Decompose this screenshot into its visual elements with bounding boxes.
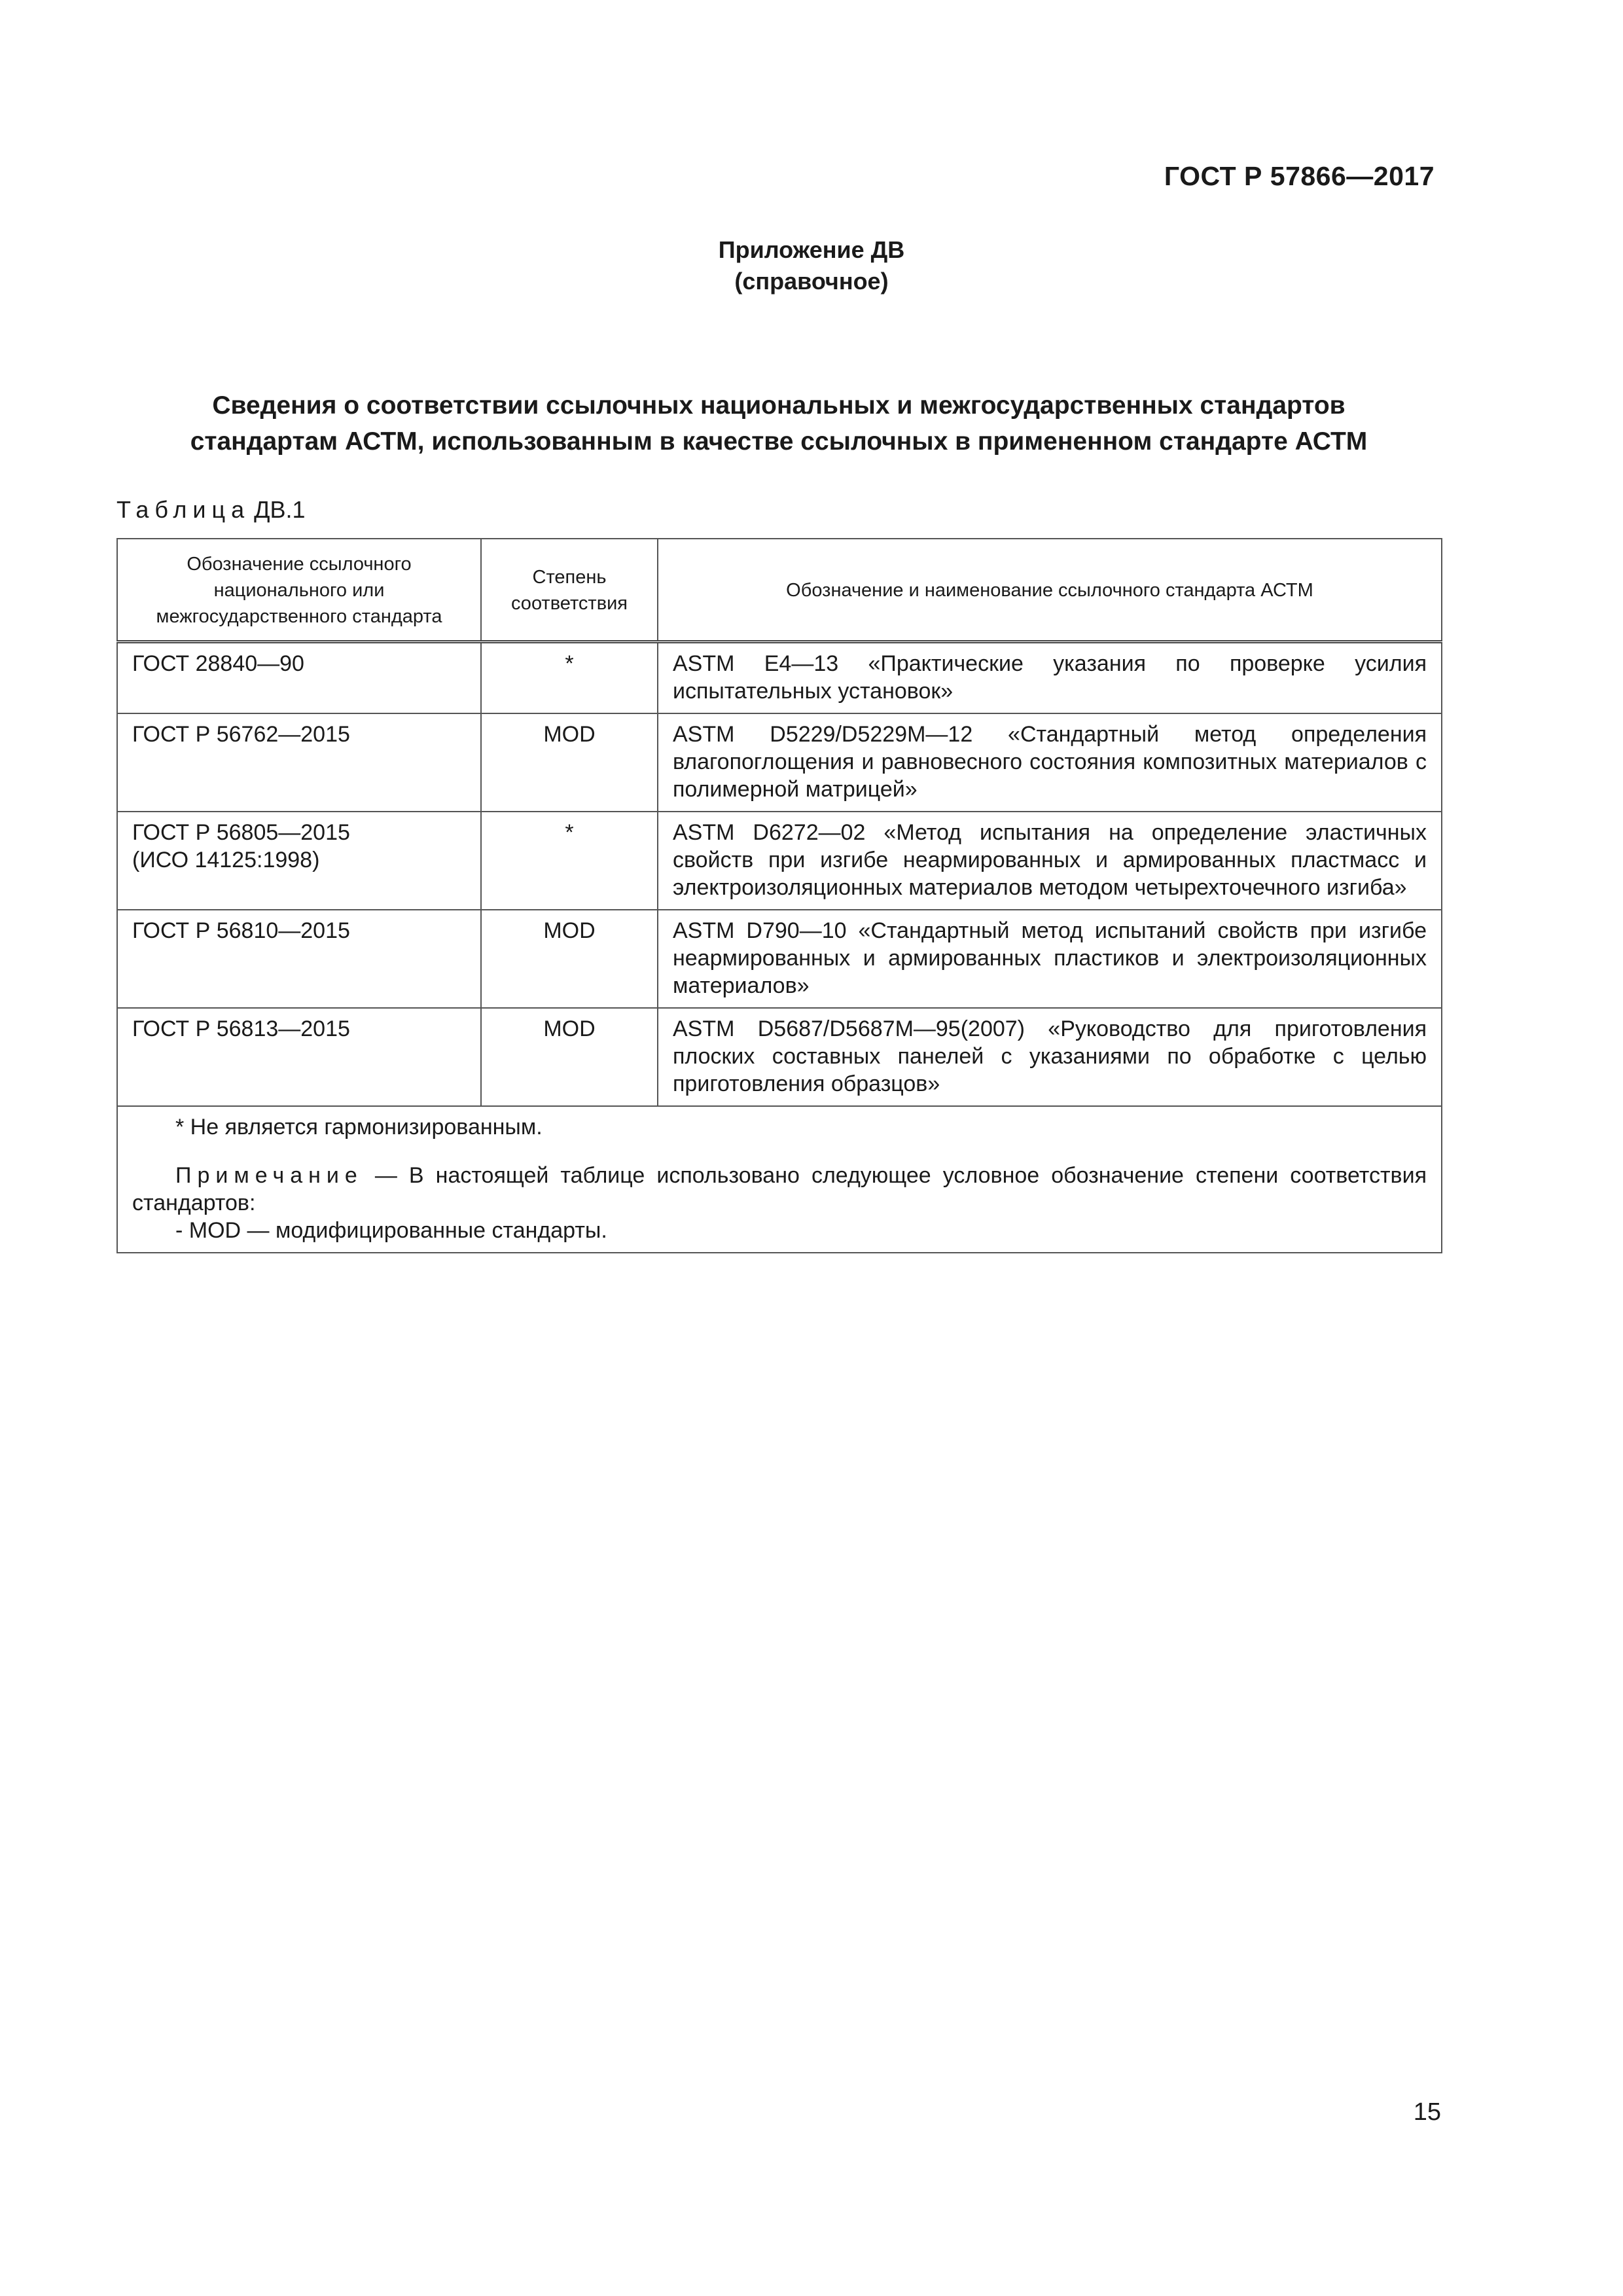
- cell-designation: [117, 1008, 481, 1106]
- table-caption-word: Таблица: [116, 496, 251, 523]
- table-footer: [117, 1106, 1442, 1253]
- cell-designation: [117, 713, 481, 812]
- cell-degree: MOD: [481, 713, 658, 812]
- cell-designation: [117, 642, 481, 714]
- table-row: [117, 713, 1442, 812]
- table-row: [117, 642, 1442, 714]
- designation-line: ГОСТ 28840—90: [132, 651, 304, 676]
- designation-line: ГОСТ Р 56762—2015: [132, 722, 350, 747]
- footnote: * Не является гармонизированным.: [175, 1115, 543, 1139]
- page-number: 15: [1413, 2098, 1441, 2126]
- header-astm: Обозначение и наименование ссылочного стандарта АСТМ: [658, 539, 1442, 642]
- cell-astm: ASTM E4—13 «Практические указания по проверке усилия испытательных установок»: [658, 642, 1442, 714]
- note-word: Примечание: [175, 1163, 363, 1188]
- table-row: [117, 812, 1442, 910]
- header-degree: Степень соответствия: [481, 539, 658, 642]
- note-item: - MOD — модифицированные стандарты.: [175, 1218, 607, 1243]
- appendix-title: Приложение ДВ: [718, 236, 905, 263]
- table-note: [132, 1162, 1427, 1217]
- note-text: — В настоящей таблице использовано следующее условное обозначение степени соответствия стандартов:: [132, 1163, 1427, 1215]
- table-row: [117, 1008, 1442, 1106]
- cell-designation: [117, 910, 481, 1008]
- table-header-row: [117, 539, 1442, 642]
- table-caption-number: ДВ.1: [254, 496, 306, 523]
- cell-astm: ASTM D5687/D5687M—95(2007) «Руководство для приготовления плоских составных панелей с указаниями по обработке с целью приготовления образцов»: [658, 1008, 1442, 1106]
- cell-degree: *: [481, 812, 658, 910]
- cell-astm: ASTM D790—10 «Стандартный метод испытаний свойств при изгибе неармированных и армированных пластиков и электроизоляционных материалов»: [658, 910, 1442, 1008]
- cell-degree: *: [481, 642, 658, 714]
- designation-line: ГОСТ Р 56810—2015: [132, 918, 350, 943]
- table-caption: [116, 496, 306, 524]
- table-row: [117, 910, 1442, 1008]
- section-title: [111, 387, 1446, 459]
- table-footer-row: [117, 1106, 1442, 1253]
- appendix-subtitle: (справочное): [734, 268, 889, 295]
- standards-correspondence-table: [116, 538, 1442, 1253]
- cell-astm: ASTM D5229/D5229M—12 «Стандартный метод определения влагопоглощения и равновесного состояния композитных материалов с полимерной матрицей»: [658, 713, 1442, 812]
- cell-degree: MOD: [481, 1008, 658, 1106]
- section-title-line-1: Сведения о соответствии ссылочных национальных и межгосударственных стандартов: [212, 391, 1346, 420]
- cell-astm: ASTM D6272—02 «Метод испытания на определение эластичных свойств при изгибе неармированных и армированных пластмасс и электроизоляционных материалов методом четырехточечного изгиба»: [658, 812, 1442, 910]
- designation-line-iso: (ИСО 14125:1998): [132, 848, 320, 872]
- designation-line: ГОСТ Р 56813—2015: [132, 1016, 350, 1041]
- document-code: ГОСТ Р 57866—2017: [1164, 161, 1435, 191]
- header-designation: Обозначение ссылочного национального или межгосударственного стандарта: [117, 539, 481, 642]
- cell-designation: [117, 812, 481, 910]
- cell-degree: MOD: [481, 910, 658, 1008]
- appendix-heading: [0, 234, 1623, 297]
- section-title-line-2: стандартам АСТМ, использованным в качестве ссылочных в примененном стандарте АСТМ: [190, 427, 1368, 456]
- designation-line: ГОСТ Р 56805—2015: [132, 820, 350, 845]
